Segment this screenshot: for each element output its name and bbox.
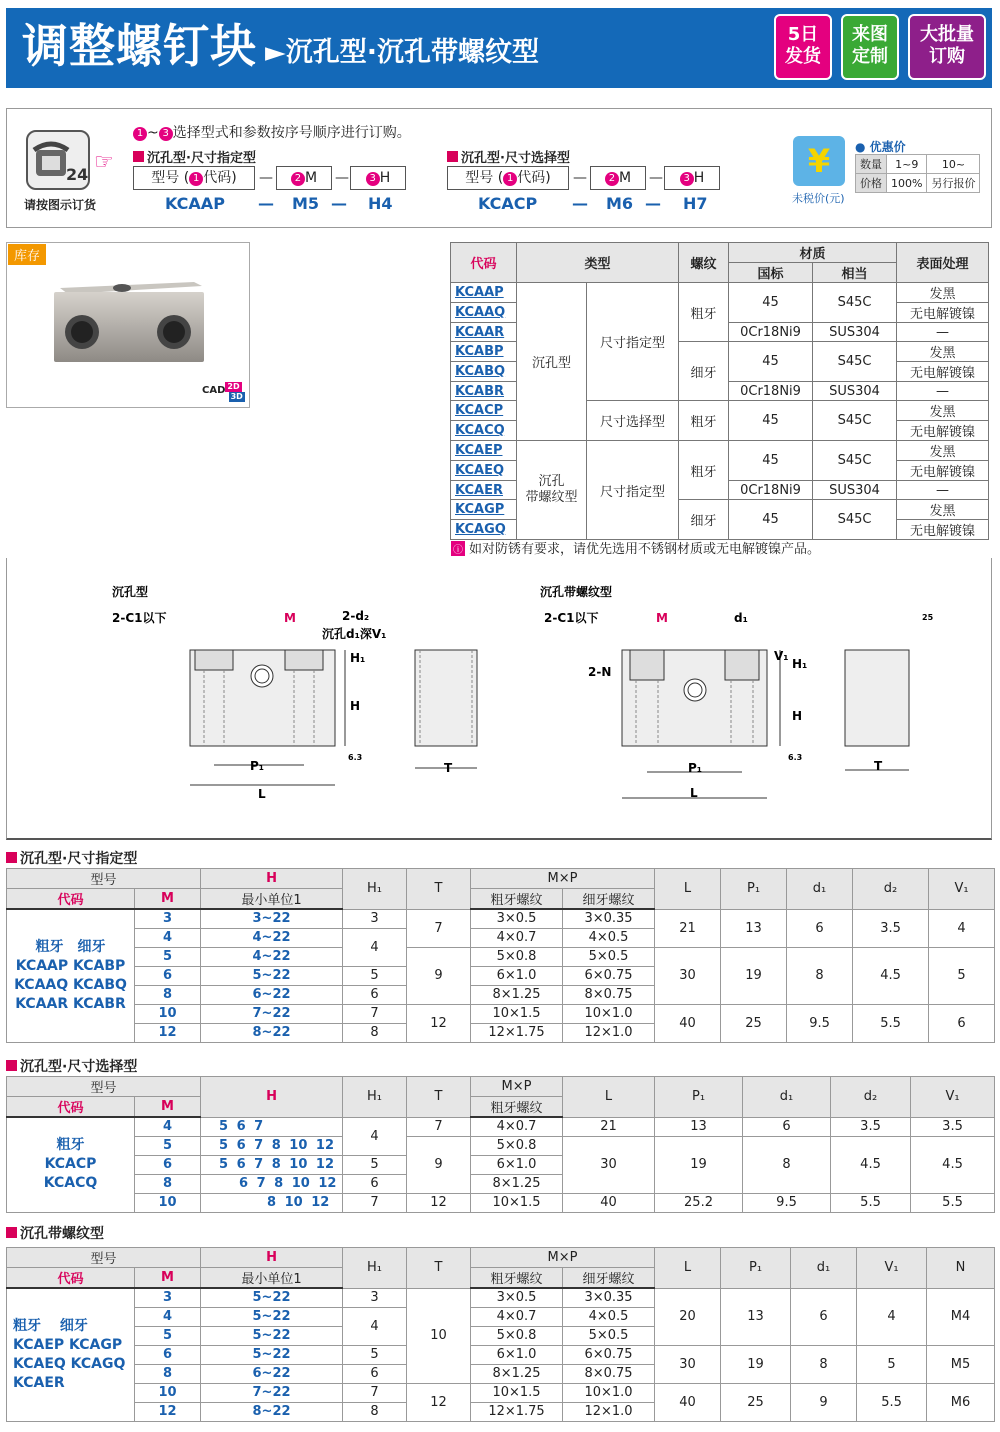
- svg-text:M: M: [284, 611, 296, 625]
- order-right-h-box: 3 H: [664, 166, 720, 190]
- spec-code-link[interactable]: KCAER: [451, 481, 517, 500]
- order-right-m-box: 2 M: [590, 166, 646, 190]
- svg-text:2-N: 2-N: [588, 665, 612, 679]
- order-left-m: M5: [292, 194, 320, 213]
- table-counterbore-selected: 型号 H H₁ T M×P L P₁ d₁ d₂ V₁ 代码 M 粗牙螺纹 粗牙 KCACP KCACQ 4 5 6 7 4 7 4×0.7 21 13 6 3.5 3.5 5 5 6 7 8 10 12 9 5×0.8 30 19 8 4.5 4.5 6 5 6 7 8 10 12 5 6×1.0 8 6 7 8 10 12 6 8×1.25 10 8 10 12 7 12 10×1.5 40 25.2 9.5 5.5 5.5: [6, 1076, 995, 1213]
- svg-text:沉孔型: 沉孔型: [112, 585, 149, 599]
- svg-text:M: M: [656, 611, 668, 625]
- phone-caption: 请按图示订货: [24, 198, 97, 212]
- svg-text:H₁: H₁: [350, 651, 366, 665]
- svg-text:T: T: [444, 761, 453, 775]
- badge-5day-delivery: 5日 发货: [774, 14, 832, 80]
- cad-icon[interactable]: CAD 2D3D: [202, 382, 243, 401]
- order-hint: 1 ~ 3 选择型式和参数按序号顺序进行订购。: [133, 122, 411, 142]
- order-left-h-box: 3 H: [350, 166, 406, 190]
- order-right-label: 沉孔型·尺寸选择型: [447, 147, 570, 166]
- drawing-counterbore: [100, 580, 500, 814]
- page-subtitle: ►沉孔型·沉孔带螺纹型: [265, 37, 540, 68]
- price-table: 数量 1~9 10~ 价格 100% 另行报价: [855, 154, 980, 193]
- stock-label: 库存: [8, 244, 46, 265]
- rust-note: ⓘ 如对防锈有要求，请优先选用不锈钢材质或无电解镀镍产品。: [453, 542, 821, 557]
- order-right-model-box: 型号 ( 1 代码): [447, 166, 569, 190]
- table3-title: 沉孔带螺纹型: [6, 1223, 104, 1243]
- price-caption: 未税价(元): [792, 192, 845, 205]
- svg-text:6.3: 6.3: [788, 753, 803, 762]
- svg-text:沉孔d₁深V₁: 沉孔d₁深V₁: [322, 627, 387, 641]
- hand-pointer-icon: ☞: [94, 150, 114, 175]
- spec-code-link[interactable]: KCAEP: [451, 441, 517, 461]
- spec-code-link[interactable]: KCAAR: [451, 323, 517, 342]
- order-right-code: KCACP: [478, 194, 538, 213]
- svg-text:H: H: [350, 699, 361, 713]
- order-left-h: H4: [368, 194, 393, 213]
- svg-text:V₁: V₁: [774, 649, 789, 663]
- spec-code-link[interactable]: KCAEQ: [451, 461, 517, 481]
- product-image: [52, 278, 212, 372]
- svg-text:T: T: [874, 759, 883, 773]
- table-threaded: 型号 H H₁ T M×P L P₁ d₁ V₁ N 代码 M 最小单位1 粗牙螺纹 细牙螺纹 粗牙 细牙 KCAEP KCAGP KCAEQ KCAGQ KCAER 3 5~22 3 10 3×0.5 3×0.35 20 13 6 4 M4 4 5~22 4 4×0.7 4×0.5 5 5~22 5×0.8 5×0.5 6 5~22 5 6×1.0 6×0.75 30 19 8 5 M5 8 6~22 6 8×1.25 8×0.75 10 7~22 7 12 10×1.5 10×1.0 40 25 9 5.5 M6 12 8~22 8 12×1.75 12×1.0: [6, 1247, 995, 1422]
- svg-text:沉孔带螺纹型: 沉孔带螺纹型: [540, 585, 613, 599]
- drawing-threaded: [530, 580, 970, 814]
- step1-icon: 1: [133, 127, 147, 141]
- step3-icon: 3: [159, 127, 173, 141]
- spec-code-link[interactable]: KCACQ: [451, 421, 517, 441]
- badge-custom-drawing: 来图 定制: [841, 14, 899, 80]
- svg-text:P₁: P₁: [688, 761, 703, 775]
- phone-24h-icon: [26, 130, 90, 190]
- spec-table: 代码 类型 螺纹 材质 表面处理 国标 相当 KCAAP 沉孔型 尺寸指定型 粗牙 45 S45C 发黑 KCAAQ 无电解镀镍 KCAAR 0Cr18Ni9 SUS304 — KCABP 细牙 45 S45C 发黑 KCABQ 无电解镀镍 KCABR 0Cr18Ni9 SUS304 — KCACP 尺寸选择型 粗牙 45 S45C 发黑 KCACQ 无电解镀镍 KCAEP 沉孔 带螺纹型 尺寸指定型 粗牙 45 S45C 发黑 KCAEQ 无电解镀镍 KCAER 0Cr18Ni9 SUS304 — KCAGP 细牙 45 S45C 发黑 KCAGQ 无电解镀镍: [450, 242, 989, 540]
- svg-text:P₁: P₁: [250, 759, 265, 773]
- spec-code-link[interactable]: KCAAP: [451, 283, 517, 303]
- svg-text:6.3: 6.3: [348, 753, 363, 762]
- order-right-h: H7: [683, 194, 708, 213]
- svg-text:24: 24: [66, 165, 88, 184]
- page-title: 调整螺钉块: [22, 19, 257, 73]
- svg-text:H₁: H₁: [792, 657, 808, 671]
- svg-text:L: L: [690, 786, 698, 800]
- spec-code-link[interactable]: KCABQ: [451, 362, 517, 382]
- table2-title: 沉孔型·尺寸选择型: [6, 1056, 137, 1076]
- order-left-m-box: 2 M: [276, 166, 332, 190]
- order-left-label: 沉孔型·尺寸指定型: [133, 147, 256, 166]
- badge-bulk-order: 大批量 订购: [908, 14, 986, 80]
- spec-code-link[interactable]: KCAAQ: [451, 303, 517, 323]
- svg-text:2-C1以下: 2-C1以下: [544, 611, 599, 625]
- svg-text:L: L: [258, 787, 266, 801]
- table1-title: 沉孔型·尺寸指定型: [6, 848, 137, 868]
- svg-text:H: H: [792, 709, 803, 723]
- svg-text:2-C1以下: 2-C1以下: [112, 611, 167, 625]
- price-title: ● 优惠价: [855, 140, 906, 154]
- spec-code-link[interactable]: KCABR: [451, 382, 517, 401]
- yen-icon: ¥: [793, 136, 845, 186]
- spec-code-link[interactable]: KCACP: [451, 401, 517, 421]
- spec-code-link[interactable]: KCAGQ: [451, 520, 517, 540]
- spec-code-link[interactable]: KCAGP: [451, 500, 517, 520]
- order-left-model-box: 型号 ( 1 代码): [133, 166, 255, 190]
- spec-code-link[interactable]: KCABP: [451, 342, 517, 362]
- table-counterbore-specified: 型号 H H₁ T M×P L P₁ d₁ d₂ V₁ 代码 M 最小单位1 粗牙螺纹 细牙螺纹 粗牙 细牙 KCAAP KCABP KCAAQ KCABQ KCAAR KCABR 3 3~22 3 7 3×0.5 3×0.35 21 13 6 3.5 4 4 4~22 4 4×0.7 4×0.5 5 4~22 9 5×0.8 5×0.5 30 19 8 4.5 5 6 5~22 5 6×1.0 6×0.75 8 6~22 6 8×1.25 8×0.75 10 7~22 7 12 10×1.5 10×1.0 40 25 9.5 5.5 6 12 8~22 8 12×1.75 12×1.0: [6, 868, 995, 1043]
- order-left-code: KCAAP: [165, 194, 225, 213]
- svg-text:2-d₂: 2-d₂: [342, 609, 370, 623]
- svg-text:d₁: d₁: [734, 611, 748, 625]
- svg-text:25: 25: [922, 613, 934, 622]
- order-right-m: M6: [606, 194, 634, 213]
